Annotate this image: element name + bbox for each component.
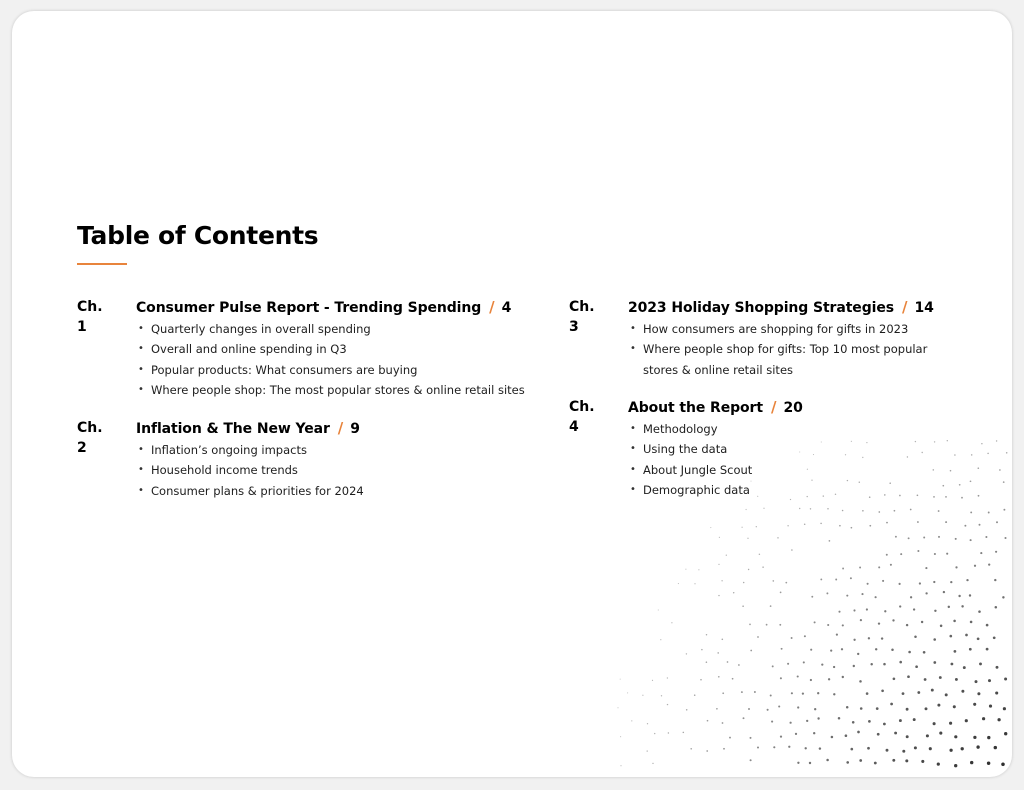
slash-separator: / <box>770 398 777 416</box>
chapter-page-number: 9 <box>350 421 360 437</box>
chapter-number: Ch. 1 <box>77 299 103 335</box>
bullet-icon: • <box>138 464 144 476</box>
chapter-title: Consumer Pulse Report - Trending Spending <box>136 300 482 316</box>
page-card <box>12 11 1012 777</box>
chapter-title: Inflation & The New Year <box>136 421 330 437</box>
list-item: • Quarterly changes in overall spending <box>136 319 525 339</box>
list-item: • Consumer plans & priorities for 2024 <box>136 481 364 501</box>
list-item: • How consumers are shopping for gifts in 2023 <box>628 319 927 339</box>
bullet-icon: • <box>138 383 144 395</box>
bullet-icon: • <box>138 444 144 455</box>
bullet-icon: • <box>138 363 144 375</box>
bullet-icon: • <box>630 343 636 355</box>
title-underline <box>77 263 127 265</box>
bullet-icon: • <box>630 423 636 434</box>
bullet-icon: • <box>138 343 144 355</box>
chapter-number: Ch. 3 <box>569 299 595 335</box>
chapter-number: Ch. 2 <box>77 420 103 456</box>
slash-separator: / <box>489 298 495 316</box>
list-item: • Popular products: What consumers are buying <box>136 360 525 380</box>
list-item: • About Jungle Scout <box>628 460 752 480</box>
chapter-4-topics <box>628 419 752 500</box>
list-item: • Using the data <box>628 439 752 459</box>
bullet-icon: • <box>630 483 636 495</box>
bullet-icon: • <box>138 323 144 334</box>
list-item: • Where people shop for gifts: Top 10 most popular <box>628 339 927 359</box>
slash-separator: / <box>337 419 344 437</box>
list-item-continuation: stores & online retail sites <box>643 362 794 377</box>
list-item: • Demographic data <box>628 480 752 500</box>
chapter-number: Ch. 4 <box>569 399 595 435</box>
chapter-3-topics <box>628 319 927 380</box>
bullet-icon: • <box>138 484 144 496</box>
slash-separator: / <box>901 298 908 316</box>
bullet-icon: • <box>630 443 636 455</box>
chapter-title: About the Report <box>628 400 763 416</box>
page-title: Table of Contents <box>77 221 319 250</box>
list-item: • Methodology <box>628 419 752 439</box>
list-item: • Where people shop: The most popular stores & online retail sites <box>136 380 525 400</box>
list-item: • Household income trends <box>136 460 364 480</box>
chapter-page-number: 4 <box>501 300 512 316</box>
bullet-icon: • <box>630 463 636 475</box>
list-item: • Inflation’s ongoing impacts <box>136 440 364 460</box>
chapter-2-topics <box>136 440 364 501</box>
list-item: • Overall and online spending in Q3 <box>136 339 525 359</box>
bullet-icon: • <box>630 323 636 334</box>
chapter-page-number: 14 <box>914 300 934 316</box>
chapter-page-number: 20 <box>783 400 803 416</box>
chapter-1-topics <box>136 319 525 400</box>
chapter-title: 2023 Holiday Shopping Strategies <box>628 300 894 316</box>
